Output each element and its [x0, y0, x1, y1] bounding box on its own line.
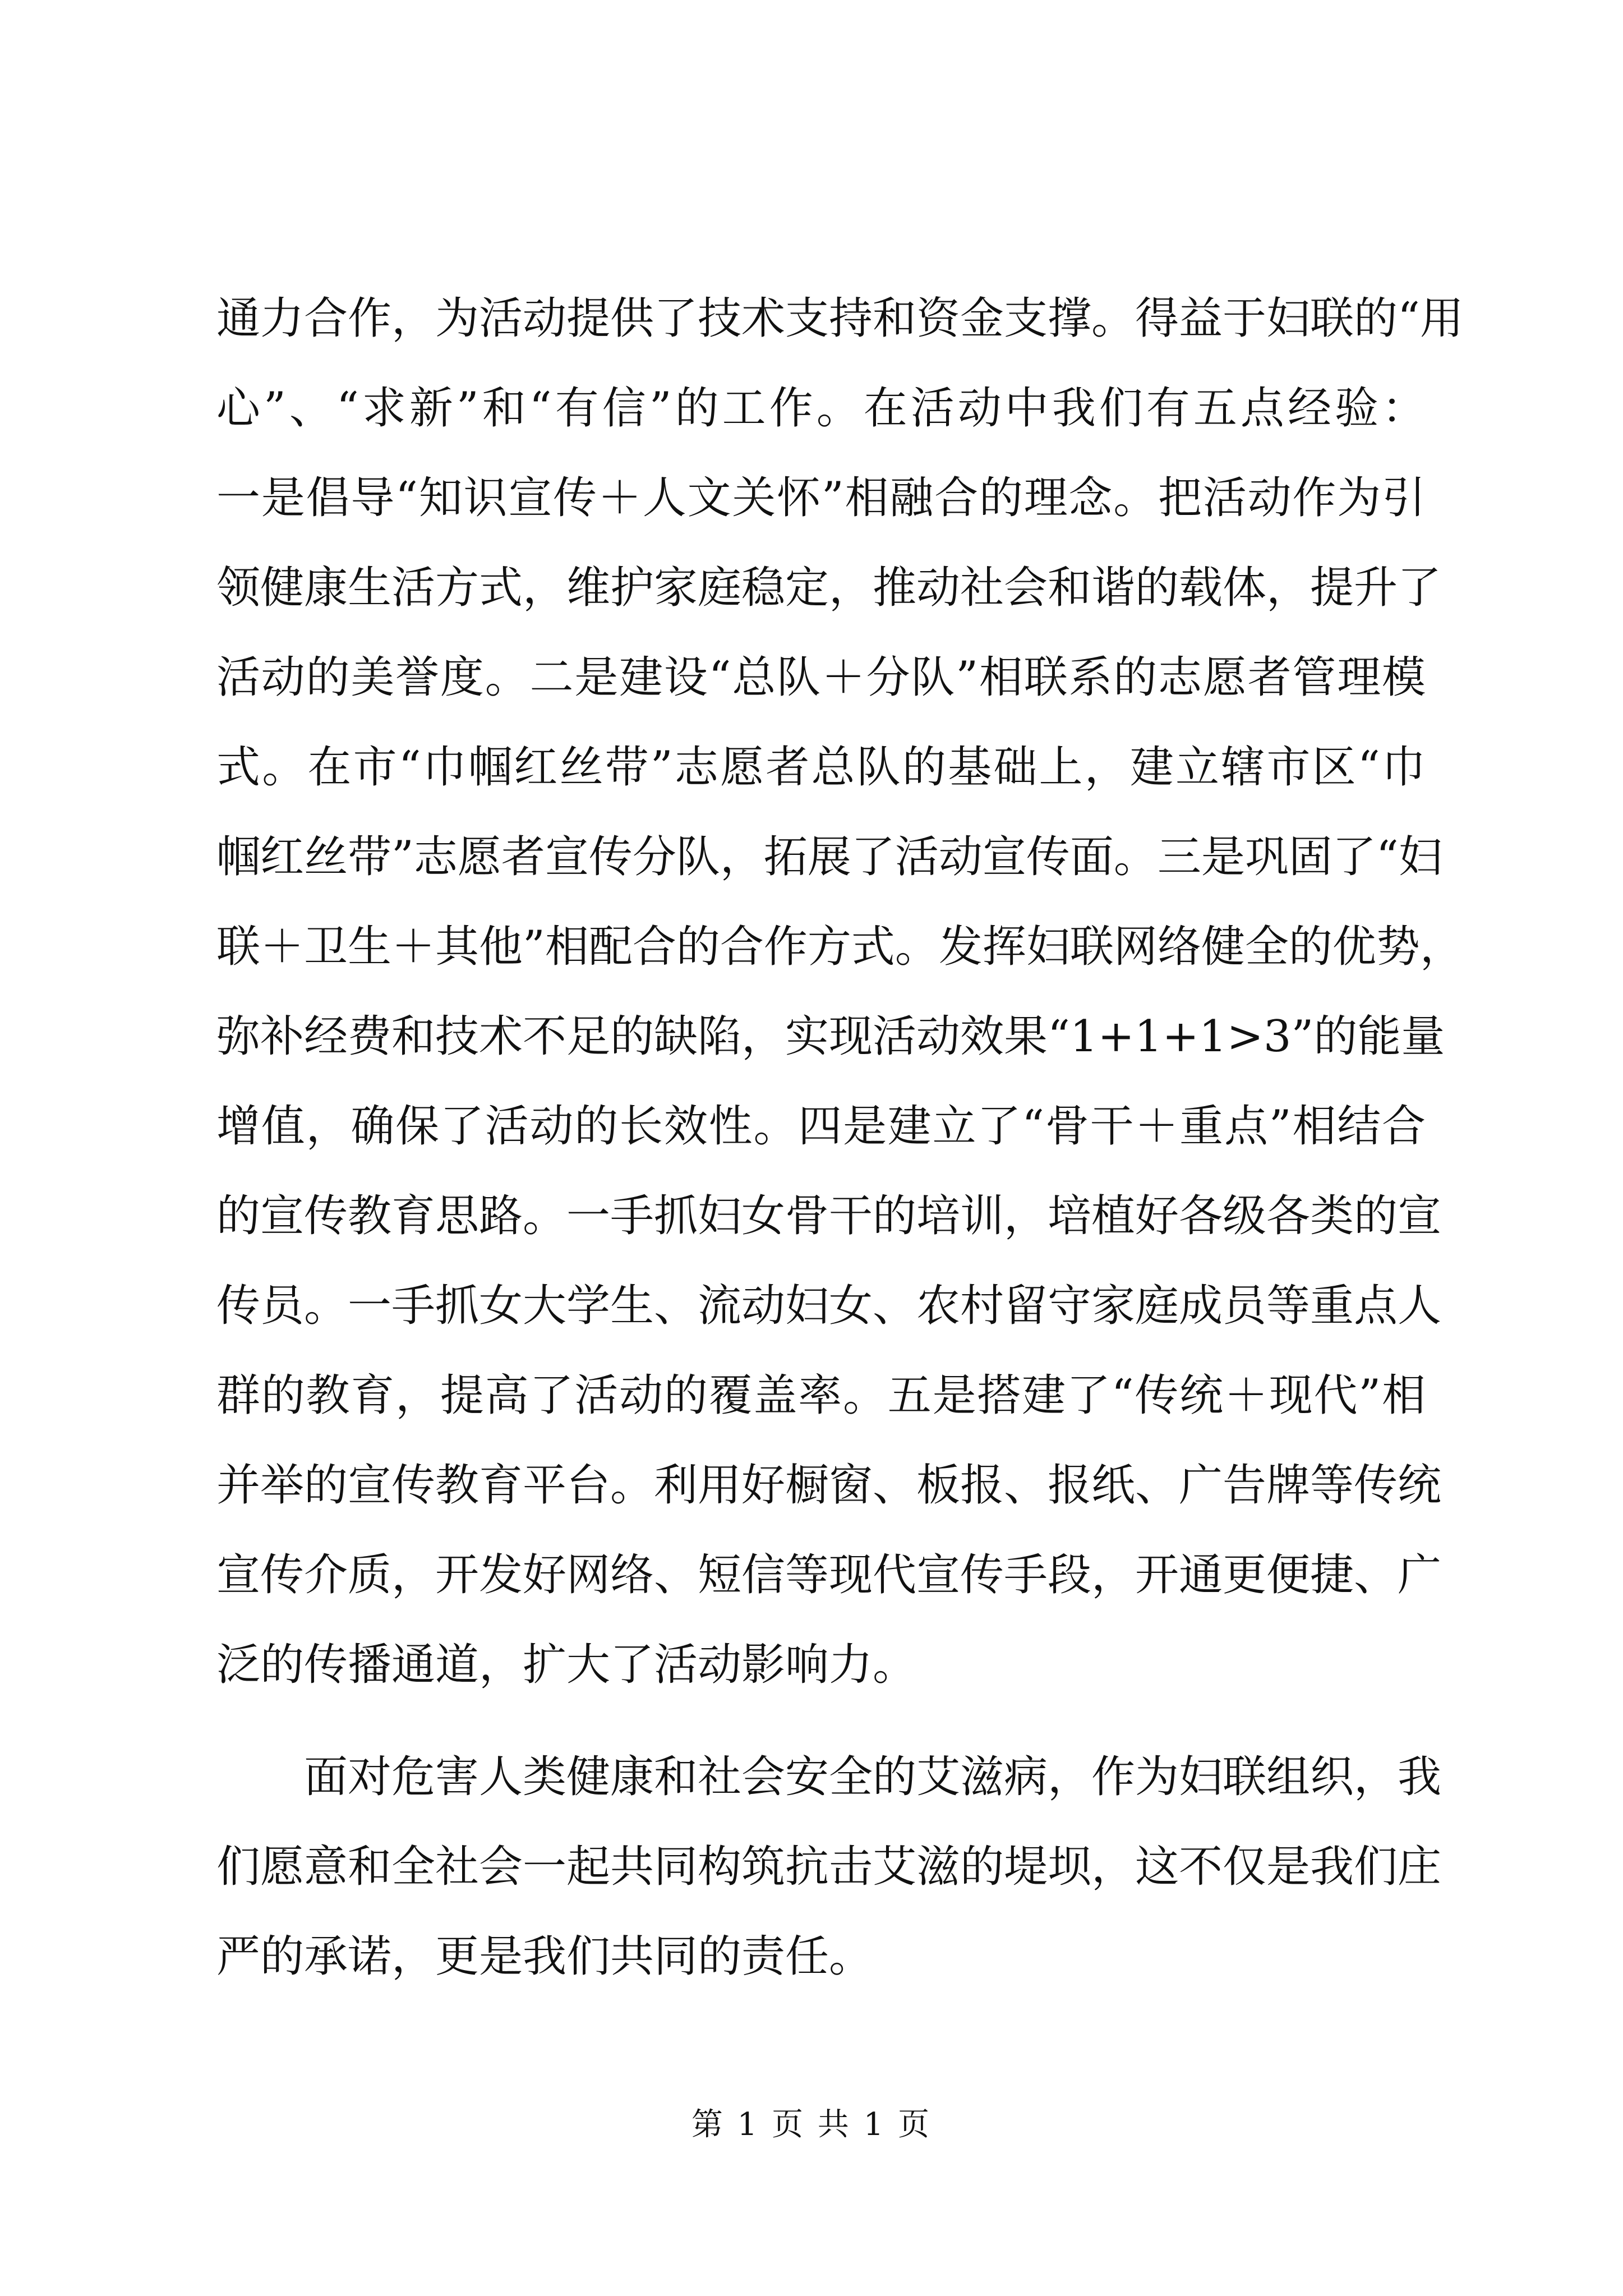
- text-line: 心”、“求新”和“有信”的工作。在活动中我们有五点经验：: [216, 383, 1426, 434]
- text-line: 通力合作，为活动提供了技术支持和资金支撑。得益于妇联的“用: [216, 293, 1464, 344]
- text-line: 式。在市“巾帼红丝带”志愿者总队的基础上，建立辖市区“巾: [216, 742, 1426, 793]
- paragraph: [216, 274, 1464, 1710]
- text-line: 群的教育，提高了活动的覆盖率。五是搭建了“传统＋现代”相: [216, 1370, 1426, 1421]
- text-line: 宣传介质，开发好网络、短信等现代宣传手段，开通更便捷、广: [216, 1550, 1442, 1600]
- text-line: 传员。一手抓女大学生、流动妇女、农村留守家庭成员等重点人: [216, 1281, 1442, 1331]
- paragraph-gap: [216, 1710, 1426, 1732]
- document-body: [216, 274, 1464, 2001]
- text-line: 并举的宣传教育平台。利用好橱窗、板报、报纸、广告牌等传统: [216, 1460, 1442, 1511]
- text-line: 帼红丝带”志愿者宣传分队，拓展了活动宣传面。三是巩固了“妇: [216, 832, 1442, 882]
- text-line: 们愿意和全社会一起共同构筑抗击艾滋的堤坝，这不仅是我们庄: [216, 1842, 1442, 1892]
- text-line: 联＋卫生＋其他”相配合的合作方式。发挥妇联网络健全的优势，: [216, 922, 1464, 972]
- text-line: 增值，确保了活动的长效性。四是建立了“骨干＋重点”相结合: [216, 1101, 1426, 1152]
- page-number-footer: 第 1 页 共 1 页: [691, 2106, 932, 2143]
- text-line: 弥补经费和技术不足的缺陷，实现活动效果“1+1+1>3”的能量: [216, 1011, 1445, 1062]
- text-line: 的宣传教育思路。一手抓妇女骨干的培训，培植好各级各类的宣: [216, 1191, 1442, 1241]
- text-line: 严的承诺，更是我们共同的责任。: [216, 1931, 873, 1982]
- paragraph: [216, 1732, 1442, 2001]
- text-line: 活动的美誉度。二是建设“总队＋分队”相联系的志愿者管理模: [216, 652, 1426, 703]
- text-line: 泛的传播通道，扩大了活动影响力。: [216, 1640, 917, 1690]
- text-line: 领健康生活方式，维护家庭稳定，推动社会和谐的载体，提升了: [216, 563, 1442, 613]
- text-line: 一是倡导“知识宣传＋人文关怀”相融合的理念。把活动作为引: [216, 473, 1426, 523]
- text-line: 面对危害人类健康和社会安全的艾滋病，作为妇联组织，我: [216, 1752, 1442, 1802]
